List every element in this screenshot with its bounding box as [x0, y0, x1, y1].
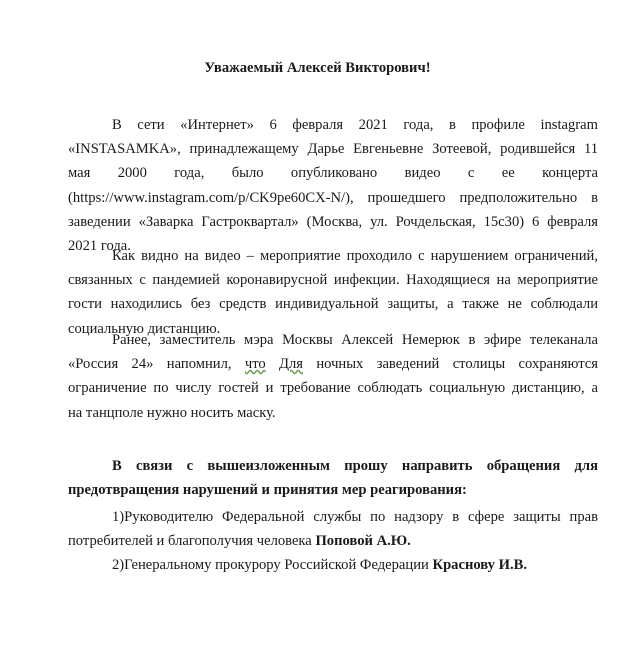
paragraph-line: ограничение по числу гостей и требование соблюдать социальную дистанцию, а — [68, 380, 598, 397]
paragraph-line: гости находились без средств индивидуальной защиты, а также не соблюдали — [68, 296, 598, 313]
paragraph-line: (https://www.instagram.com/p/CK9pe60CX-N/), прошедшего предположительно в — [68, 189, 598, 206]
list-number: 1) — [112, 509, 125, 525]
list-number: 2) — [112, 557, 125, 574]
text-fragment — [266, 356, 279, 372]
greeting-heading: Уважаемый Алексей Викторович! — [204, 60, 431, 76]
paragraph-line: мая 2000 года, было опубликовано видео с ее концерта — [68, 165, 598, 182]
list-item — [68, 505, 598, 553]
paragraph-line: социальную дистанцию. — [68, 320, 221, 337]
list-item-line — [68, 505, 598, 529]
paragraph-line: 2021 года. — [68, 238, 131, 255]
spellcheck-marked-word: что — [244, 356, 266, 373]
recipient-name: Краснову И.В. — [432, 557, 528, 574]
paragraph-line: заведении «Заварка Гастроквартал» (Москва, ул. Рочдельская, 15с30) 6 февраля — [68, 213, 598, 230]
paragraph-line: Ранее, заместитель мэра Москвы Алексей Немерюк в эфире телеканала — [112, 332, 598, 348]
request-line: предотвращения нарушений и принятия мер реагирования: — [68, 482, 467, 499]
paragraph-line: В сети «Интернет» 6 февраля 2021 года, в профиле instagram — [112, 117, 598, 133]
paragraph-violations — [68, 244, 598, 341]
recipient-name: Поповой А.Ю. — [315, 533, 411, 550]
request-line: В связи с вышеизложенным прошу направить обращения для — [112, 458, 598, 474]
paragraph-line: связанных с пандемией коронавирусной инфекции. Находящиеся на мероприятие — [68, 272, 598, 289]
list-item-text: потребителей и благополучия человека — [68, 533, 316, 550]
spellcheck-marked-word: Для — [279, 356, 303, 373]
list-item-text: Руководителю Федеральной службы по надзору в сфере защиты прав — [124, 509, 598, 525]
text-fragment: ночных заведений столицы сохраняются — [303, 356, 598, 373]
paragraph-line: Как видно на видео – мероприятие проходило с нарушением ограничений, — [112, 248, 598, 264]
list-item — [68, 553, 598, 577]
list-item-line — [68, 529, 598, 553]
paragraph-deputy-mayor — [68, 328, 598, 425]
paragraph-line: на танцполе нужно носить маску. — [68, 404, 276, 421]
paragraph-video-report — [68, 113, 598, 258]
request-paragraph — [68, 454, 598, 502]
recipient-list — [68, 505, 598, 578]
list-item-text: Генеральному прокурору Российской Федерации — [124, 557, 433, 574]
text-fragment: «Россия 24» напомнил, — [68, 356, 245, 373]
paragraph-line — [68, 352, 598, 376]
list-item-line — [68, 553, 598, 577]
paragraph-line: «INSTASAMKA», принадлежащему Дарье Евгеньевне Зотеевой, родившейся 11 — [68, 141, 598, 158]
